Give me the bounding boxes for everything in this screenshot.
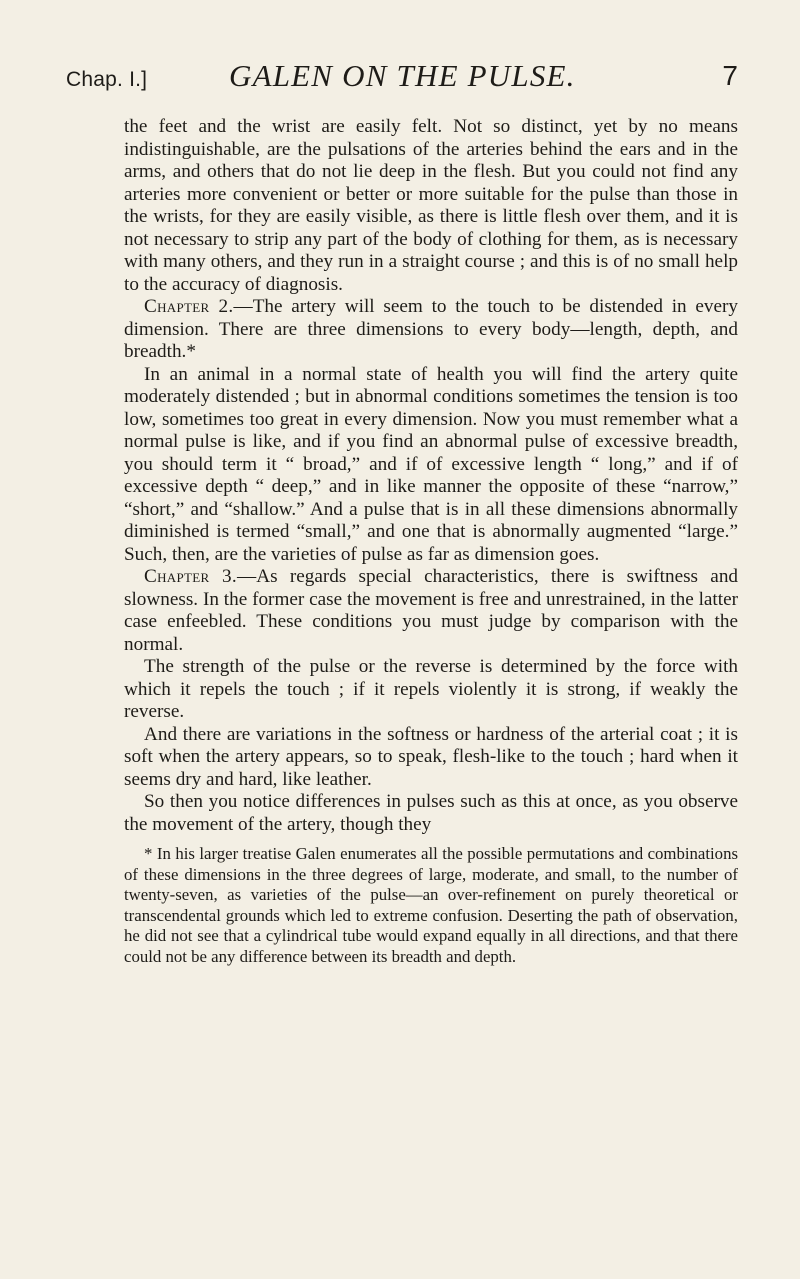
footnote <box>124 844 738 967</box>
running-title: GALEN ON THE PULSE. <box>229 58 576 93</box>
paragraph-1: the feet and the wrist are easily felt. Not so distinct, yet by no means indistinguishable, are the pulsations of the arteries behind the ears and in the arms, and others that do not lie deep in the flesh. But you could not find any arteries more convenient or better or more suitable for the pulse than those in the wrists, for they are easily visible, as there is little flesh over them, and it is not necessary to strip any part of the body of clothing for them, as is necessary with many others, and they run in a straight course ; and this is of no small help to the accuracy of diagnosis. <box>124 116 738 295</box>
paragraph-7: So then you notice differences in pulses such as this at once, as you observe the movement of the artery, though they <box>124 791 738 835</box>
paragraph-chapter-3 <box>124 566 738 656</box>
chapter-2-heading: Chapter 2. <box>144 296 234 317</box>
body-text <box>124 116 738 836</box>
running-header <box>66 58 738 102</box>
chapter-marker: Chap. I.] <box>66 68 148 91</box>
footnote-text: * In his larger treatise Galen enumerates all the possible permutations and combinations of these dimensions in the three degrees of large, moderate, and small, to the number of twenty-seven, as varieties of the pulse—an over-refinement on purely theoretical or transcendental grounds which led to extreme confusion. Deserting the path of observation, he did not see that a cylindrical tube would expand equally in all directions, and that there could not be any difference between its breadth and depth. <box>124 844 738 966</box>
paragraph-3: In an animal in a normal state of health you will find the artery quite moderately distended ; but in abnormal conditions sometimes the tension is too low, sometimes too great in every dimension. Now you must remember what a normal pulse is like, and if you find an abnormal pulse of excessive breadth, you should term it “ broad,” and if of excessive length “ long,” and if of excessive depth “ deep,” and in like manner the opposite of these “narrow,” “short,” and “shallow.” And a pulse that is in all these dimensions abnormally diminished is termed “small,” and one that is abnormally augmented “large.” Such, then, are the varieties of pulse as far as dimension goes. <box>124 363 738 565</box>
chapter-2-text: —The artery will seem to the touch to be distended in every dimension. There are three dimensions to every body—length, depth, and breadth.* <box>124 296 738 362</box>
paragraph-6: And there are variations in the softness or hardness of the arterial coat ; it is soft when the artery appears, so to speak, flesh-like to the touch ; hard when it seems dry and hard, like leather. <box>124 723 738 790</box>
paragraph-5: The strength of the pulse or the reverse is determined by the force with which it repels the touch ; if it repels violently it is strong, if weakly the reverse. <box>124 656 738 722</box>
paragraph-chapter-2 <box>124 296 738 364</box>
chapter-3-heading: Chapter 3. <box>144 566 238 587</box>
chapter-3-text: —As regards special characteristics, there is swiftness and slowness. In the former case the movement is free and unrestrained, in the latter case enfeebled. These conditions you must judge by comparison with the normal. <box>124 566 739 655</box>
page-number: 7 <box>722 60 738 91</box>
